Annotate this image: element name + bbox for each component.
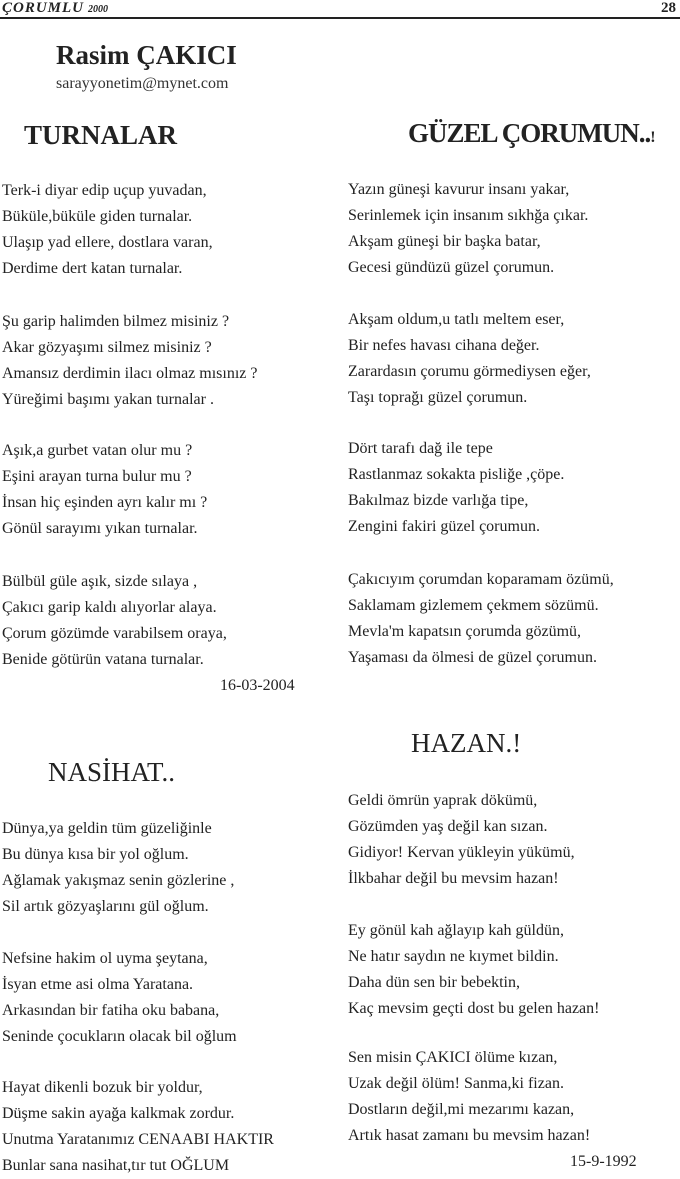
verse-line: Ulaşıp yad ellere, dostlara varan, [2, 234, 213, 251]
verse-line: Bakılmaz bizde varlığa tipe, [348, 492, 529, 509]
verse-line: Gidiyor! Kervan yükleyin yükümü, [348, 844, 575, 861]
verse-line: Yaşaması da ölmesi de güzel çorumun. [348, 649, 597, 666]
magazine-name: ÇORUMLU [2, 0, 85, 16]
verse-line: Çakıcıyım çorumdan koparamam özümü, [348, 571, 614, 588]
poem-title-nasihat: NASİHAT.. [48, 757, 175, 787]
page-number: 28 [661, 0, 676, 16]
verse-line: Bülbül güle aşık, sizde sılaya , [2, 573, 198, 590]
stanza [2, 438, 207, 542]
verse-line: Bu dünya kısa bir yol oğlum. [2, 846, 189, 863]
verse-line: Eşini arayan turna bulur mu ? [2, 468, 192, 485]
poem-title-text: GÜZEL ÇORUMUN.. [408, 118, 651, 148]
verse-line: Seninde çocukların olacak bil oğlum [2, 1028, 237, 1045]
verse-line: Ağlamak yakışmaz senin gözlerine , [2, 872, 235, 889]
verse-line: Dünya,ya geldin tüm güzeliğinle [2, 820, 212, 837]
verse-line: Yazın güneşi kavurur insanı yakar, [348, 181, 570, 198]
verse-line: Sen misin ÇAKICI ölüme kızan, [348, 1049, 558, 1066]
verse-line: Dostların değil,mi mezarımı kazan, [348, 1101, 575, 1118]
verse-line: İnsan hiç eşinden ayrı kalır mı ? [2, 494, 208, 511]
verse-line: İlkbahar değil bu mevsim hazan! [348, 870, 559, 887]
verse-line: Unutma Yaratanımız CENAABI HAKTIR [2, 1131, 274, 1148]
author-email: sarayyonetim@mynet.com [56, 75, 229, 92]
stanza [348, 307, 591, 411]
poem-date: 15-9-1992 [570, 1153, 637, 1170]
verse-line: Arkasından bir fatiha oku babana, [2, 1002, 220, 1019]
author-name: Rasim ÇAKICI [56, 40, 237, 70]
magazine-title [2, 0, 108, 17]
verse-line: Dört tarafı dağ ile tepe [348, 440, 493, 457]
verse-line: Nefsine hakim ol uyma şeytana, [2, 950, 208, 967]
verse-line: Zengini fakiri güzel çorumun. [348, 518, 540, 535]
verse-line: Saklamam gizlemem çekmem sözümü. [348, 597, 599, 614]
verse-line: Geldi ömrün yaprak dökümü, [348, 792, 538, 809]
stanza [348, 1045, 590, 1149]
magazine-year: 2000 [88, 4, 109, 15]
stanza [2, 569, 227, 673]
stanza [2, 309, 257, 413]
stanza [348, 436, 564, 540]
poem-date: 16-03-2004 [220, 677, 295, 694]
poem-title-turnalar: TURNALAR [24, 120, 178, 150]
verse-line: Akar gözyaşımı silmez misiniz ? [2, 339, 212, 356]
verse-line: Çakıcı garip kaldı alıyorlar alaya. [2, 599, 217, 616]
verse-line: Gönül sarayımı yıkan turnalar. [2, 520, 198, 537]
verse-line: Mevla'm kapatsın çorumda gözümü, [348, 623, 582, 640]
verse-line: Benide götürün vatana turnalar. [2, 651, 204, 668]
verse-line: Kaç mevsim geçti dost bu gelen hazan! [348, 1000, 600, 1017]
stanza [2, 946, 237, 1050]
stanza [348, 567, 614, 671]
verse-line: Artık hasat zamanı bu mevsim hazan! [348, 1127, 591, 1144]
stanza [348, 918, 599, 1022]
poem-title-hazan: HAZAN.! [411, 728, 522, 758]
verse-line: Sil artık gözyaşlarını gül oğlum. [2, 898, 209, 915]
verse-line: Rastlanmaz sokakta pisliğe ,çöpe. [348, 466, 565, 483]
header-rule [0, 17, 680, 19]
verse-line: Amansız derdimin ilacı olmaz mısınız ? [2, 365, 258, 382]
poem-title-guzel-corumun [408, 118, 655, 149]
verse-line: Aşık,a gurbet vatan olur mu ? [2, 442, 193, 459]
verse-line: Şu garip halimden bilmez misiniz ? [2, 313, 230, 330]
verse-line: Uzak değil ölüm! Sanma,ki fizan. [348, 1075, 564, 1092]
verse-line: İsyan etme asi olma Yaratana. [2, 976, 194, 993]
stanza [2, 1075, 274, 1179]
verse-line: Daha dün sen bir bebektin, [348, 974, 520, 991]
verse-line: Düşme sakin ayağa kalkmak zordur. [2, 1105, 235, 1122]
verse-line: Serinlemek için insanım sıkhğa çıkar. [348, 207, 589, 224]
stanza [2, 178, 213, 282]
stanza [348, 177, 588, 281]
verse-line: Gözümden yaş değil kan sızan. [348, 818, 548, 835]
poem-title-tail: ! [650, 129, 655, 146]
verse-line: Terk-i diyar edip uçup yuvadan, [2, 182, 207, 199]
verse-line: Bir nefes havası cihana değer. [348, 337, 540, 354]
verse-line: Bunlar sana nasihat,tır tut OĞLUM [2, 1157, 230, 1174]
verse-line: Gecesi gündüzü güzel çorumun. [348, 259, 555, 276]
verse-line: Çorum gözümde varabilsem oraya, [2, 625, 227, 642]
verse-line: Büküle,büküle giden turnalar. [2, 208, 193, 225]
verse-line: Hayat dikenli bozuk bir yoldur, [2, 1079, 203, 1096]
verse-line: Taşı toprağı güzel çorumun. [348, 389, 528, 406]
verse-line: Ne hatır saydın ne kıymet bildin. [348, 948, 559, 965]
stanza [348, 788, 575, 892]
stanza [2, 816, 234, 920]
verse-line: Zarardasın çorumu görmediysen eğer, [348, 363, 591, 380]
verse-line: Derdime dert katan turnalar. [2, 260, 183, 277]
verse-line: Akşam güneşi bir başka batar, [348, 233, 541, 250]
verse-line: Yüreğimi başımı yakan turnalar . [2, 391, 214, 408]
verse-line: Ey gönül kah ağlayıp kah güldün, [348, 922, 564, 939]
verse-line: Akşam oldum,u tatlı meltem eser, [348, 311, 565, 328]
